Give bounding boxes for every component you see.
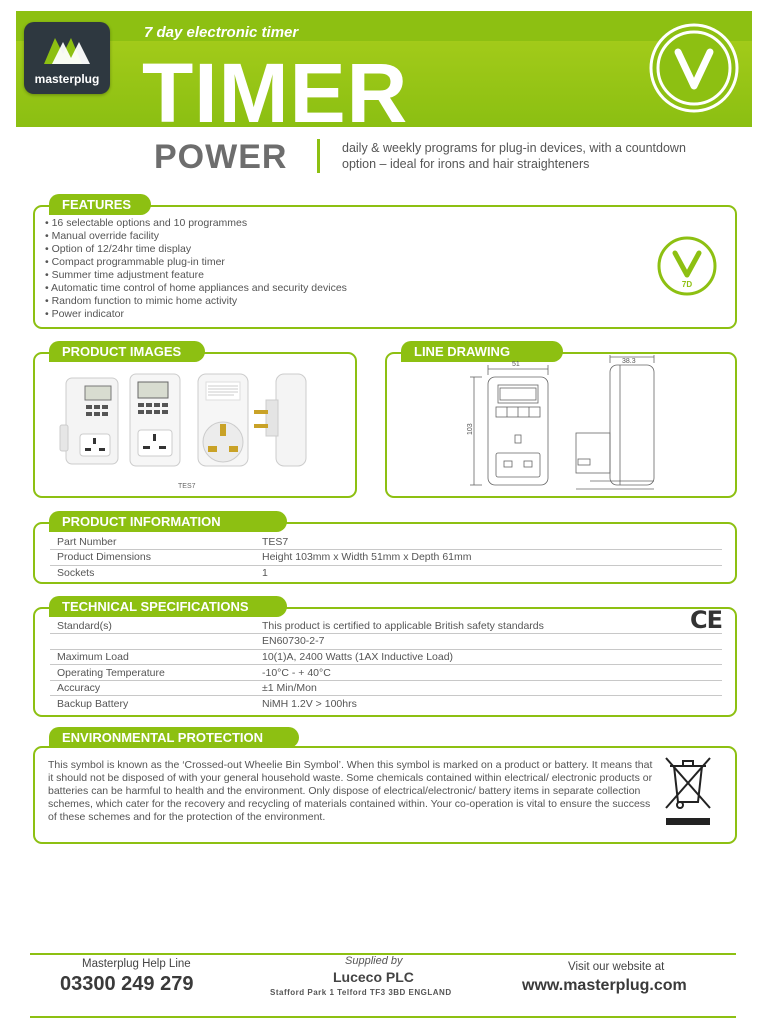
product-photo-angle xyxy=(60,378,118,464)
row-value: -10°C - + 40°C xyxy=(255,665,722,681)
feature-item: • Manual override facility xyxy=(45,230,159,242)
helpline-label: Masterplug Help Line xyxy=(82,958,191,970)
banner-stripe xyxy=(16,11,752,41)
seven-day-badge-label: 7D xyxy=(681,280,693,289)
feature-item: • Compact programmable plug-in timer xyxy=(45,256,225,268)
masterplug-logo xyxy=(24,22,110,94)
product-photos xyxy=(58,370,338,470)
dim-depth-label: 38.3 xyxy=(622,358,636,365)
line-drawing-tab: LINE DRAWING xyxy=(401,341,553,362)
feature-item: • 16 selectable options and 10 programmes xyxy=(45,217,248,229)
heading-divider xyxy=(317,139,320,173)
table-row xyxy=(50,565,722,581)
row-label: Maximum Load xyxy=(50,649,255,665)
product-photo-side xyxy=(254,374,306,466)
row-label: Product Dimensions xyxy=(50,550,255,566)
feature-item: • Summer time adjustment feature xyxy=(45,269,204,281)
row-value: NiMH 1.2V > 100hrs xyxy=(262,698,357,711)
row-label: Backup Battery xyxy=(57,698,129,711)
supplied-by-label: Supplied by xyxy=(345,955,403,967)
row-value: EN60730-2-7 xyxy=(255,634,722,650)
product-photo-back xyxy=(198,374,248,466)
row-value: TES7 xyxy=(255,534,722,550)
environment-text: This symbol is known as the ‘Crossed-out Wheelie Bin Symbol’. When this symbol is marked on a product or battery. It means that it should not be disposed of with your general household waste. Some chemicals contained within electrical/ electronic products or batteries can be harmful to health and the environment. Only dispose of electrical/electronic/ battery items in separate collection schemes, which cater for the recovery and recycling of materials contained within. Your co-operation is vital to ensure the success of these schemes and for the protection of the environment. xyxy=(48,759,653,823)
company-name: Luceco PLC xyxy=(333,969,414,985)
tech-specs-tab: TECHNICAL SPECIFICATIONS xyxy=(49,596,277,617)
table-row xyxy=(50,534,722,550)
product-info-tab: PRODUCT INFORMATION xyxy=(49,511,277,532)
row-label: Standard(s) xyxy=(50,618,255,634)
features-tab: FEATURES xyxy=(49,194,141,215)
product-photo-front xyxy=(130,374,180,466)
product-subtitle: 7 day electronic timer xyxy=(144,24,299,41)
feature-item: • Random function to mimic home activity xyxy=(45,295,238,307)
product-info-table xyxy=(50,534,722,581)
row-value: 10(1)A, 2400 Watts (1AX Inductive Load) xyxy=(255,649,722,665)
logo-mark-icon xyxy=(42,34,92,66)
table-row xyxy=(50,649,722,665)
row-label xyxy=(50,634,255,650)
table-row xyxy=(50,665,722,681)
website-label: Visit our website at xyxy=(568,961,665,973)
tech-specs-table xyxy=(50,618,722,712)
power-heading: POWER xyxy=(154,138,288,176)
table-row xyxy=(50,618,722,634)
product-title: TIMER xyxy=(142,46,409,127)
row-value: This product is certified to applicable British safety standards xyxy=(255,618,722,634)
table-row xyxy=(50,696,722,712)
logo-wordmark: masterplug xyxy=(34,72,100,86)
dim-width-label: 51 xyxy=(512,361,520,368)
row-label: Operating Temperature xyxy=(50,665,255,681)
dim-height-label: 103 xyxy=(467,423,474,435)
seven-day-badge-icon xyxy=(656,235,718,297)
row-label: Sockets xyxy=(57,567,95,580)
row-label: Part Number xyxy=(50,534,255,550)
header-banner xyxy=(16,11,752,127)
row-value: ±1 Min/Mon xyxy=(255,680,722,696)
row-value: Height 103mm x Width 51mm x Depth 61mm xyxy=(255,550,722,566)
website-link[interactable]: www.masterplug.com xyxy=(522,977,687,994)
row-label: Accuracy xyxy=(50,680,255,696)
row-value: 1 xyxy=(262,567,268,580)
ce-mark-icon: CE xyxy=(690,606,723,634)
environment-tab: ENVIRONMENTAL PROTECTION xyxy=(49,727,289,748)
feature-item: • Automatic time control of home appliances and security devices xyxy=(45,282,347,294)
features-list xyxy=(45,217,347,321)
feature-item: • Power indicator xyxy=(45,308,124,320)
product-image-caption: TES7 xyxy=(178,483,196,490)
company-address: Stafford Park 1 Telford TF3 3BD ENGLAND xyxy=(270,988,452,997)
feature-item: • Option of 12/24hr time display xyxy=(45,243,192,255)
technical-line-drawing xyxy=(462,355,722,495)
footer-rule-bottom xyxy=(30,1016,736,1018)
check-v-icon xyxy=(648,22,740,114)
product-images-tab: PRODUCT IMAGES xyxy=(49,341,195,362)
tagline: daily & weekly programs for plug-in devices, with a countdown option – ideal for irons and hair straighteners xyxy=(342,141,686,171)
helpline-number: 03300 249 279 xyxy=(60,973,194,995)
crossed-out-wheelie-bin-icon xyxy=(660,752,716,830)
table-row xyxy=(50,550,722,566)
table-row xyxy=(50,634,722,650)
table-row xyxy=(50,680,722,696)
